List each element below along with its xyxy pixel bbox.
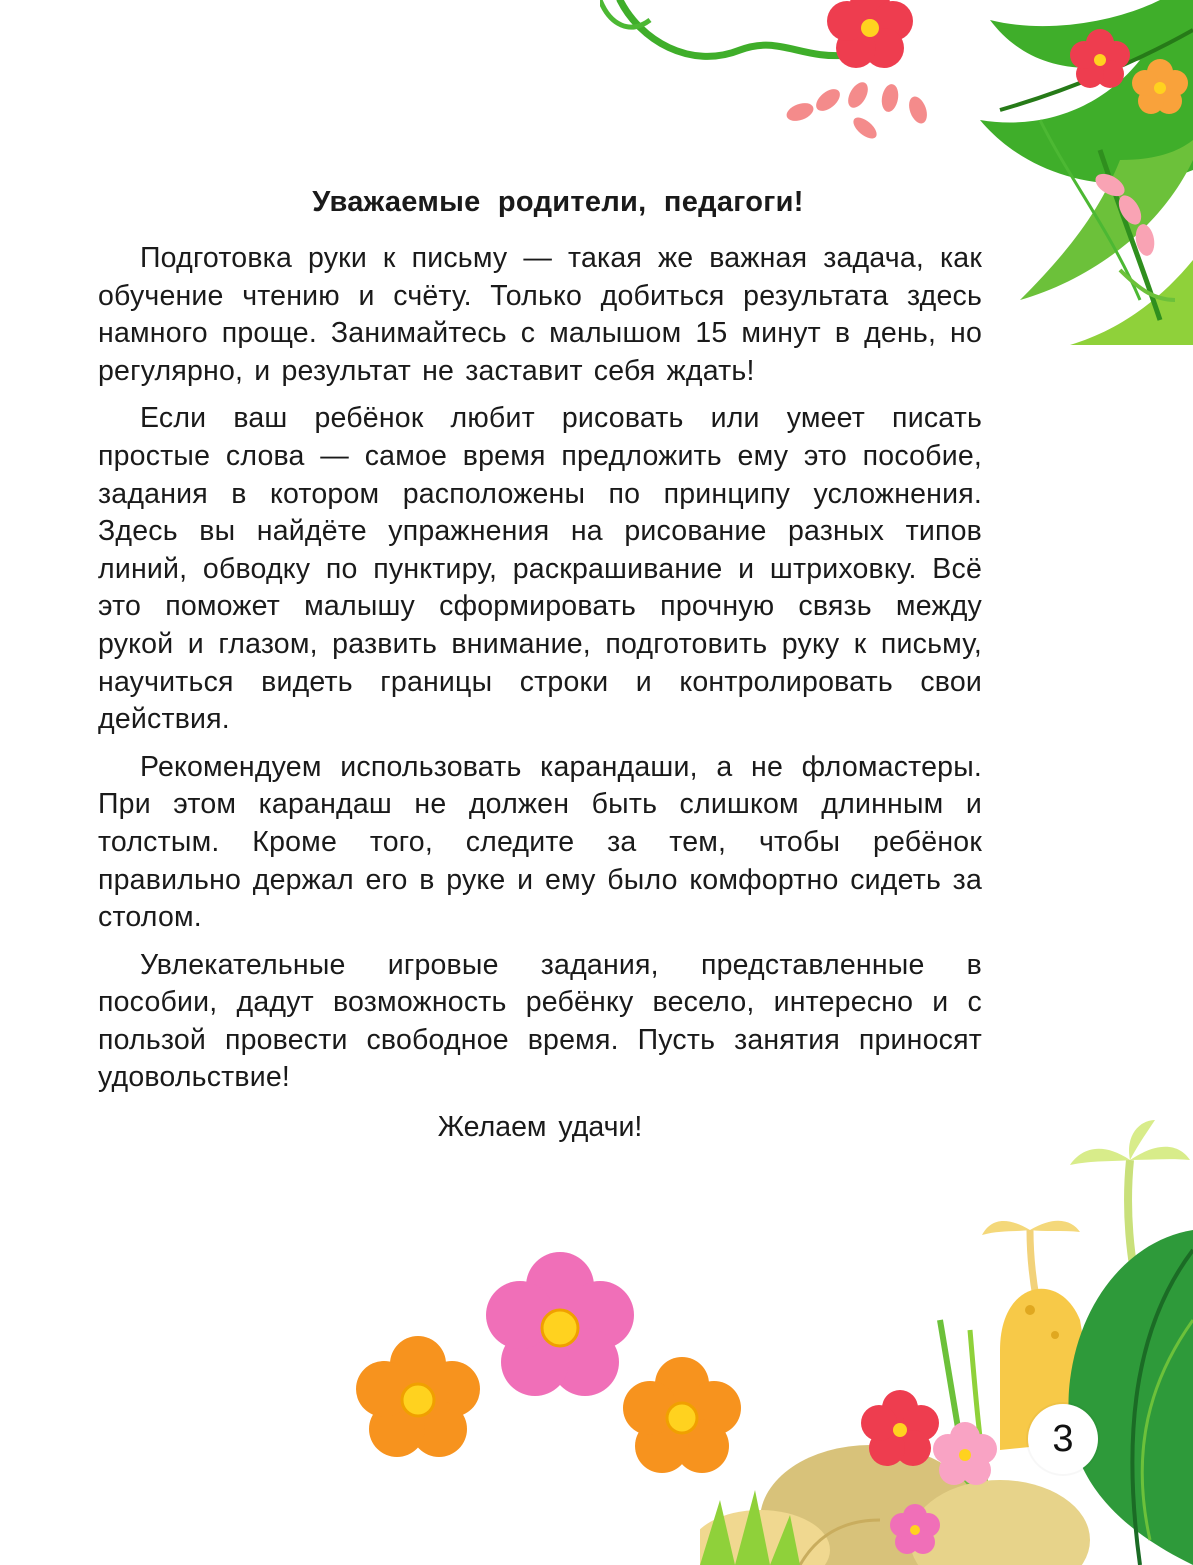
page-title: Уважаемые родители, педагоги! [312, 186, 804, 218]
orange-flower-icon [356, 1336, 480, 1457]
page-number: 3 [1028, 1404, 1098, 1474]
pink-flower-icon [933, 1422, 997, 1485]
red-flower-icon [827, 0, 913, 68]
red-flower-icon [861, 1390, 939, 1466]
paragraph-2: Если ваш ребёнок любит рисовать или умеет писать простые слова — самое время предложить ему это пособие, задания в котором расположены по принципу усложнения. Здесь вы найдёте упражнения на рисование разных типов линий, обводку по пунктиру, раскрашивание и штриховку. Всё это поможет малышу сформировать прочную связь между рукой и глазом, развить внимание, подготовить руку к письму, научиться видеть границы строки и контролировать свои действия. [98, 402, 982, 736]
bottom-jungle-decoration [700, 1120, 1193, 1565]
center-flowers-decoration [340, 1240, 760, 1480]
vine-icon [620, 0, 850, 56]
paragraph-4: Увлекательные игровые задания, представленные в пособии, дадут возможность ребёнку весело, интересно и с пользой провести свободное время. Пусть занятия приносят удовольствие! [98, 948, 982, 1094]
pink-sprig-icon [784, 79, 930, 142]
letter-body [98, 182, 982, 1147]
pink-flower-icon [486, 1252, 634, 1396]
closing-wish: Желаем удачи! [437, 1111, 643, 1144]
paragraph-1: Подготовка руки к письму — такая же важная задача, как обучение чтению и счёту. Только добиться результата здесь намного проще. Занимайтесь с малышом 15 минут в день, но регулярно, и результат не заставит себя ждать! [98, 242, 982, 387]
paragraph-3: Рекомендуем использовать карандаши, а не фломастеры. При этом карандаш не должен быть слишком длинным и толстым. Кроме того, следите за тем, чтобы ребёнок правильно держал его в руке и ему было комфортно сидеть за столом. [98, 750, 982, 934]
